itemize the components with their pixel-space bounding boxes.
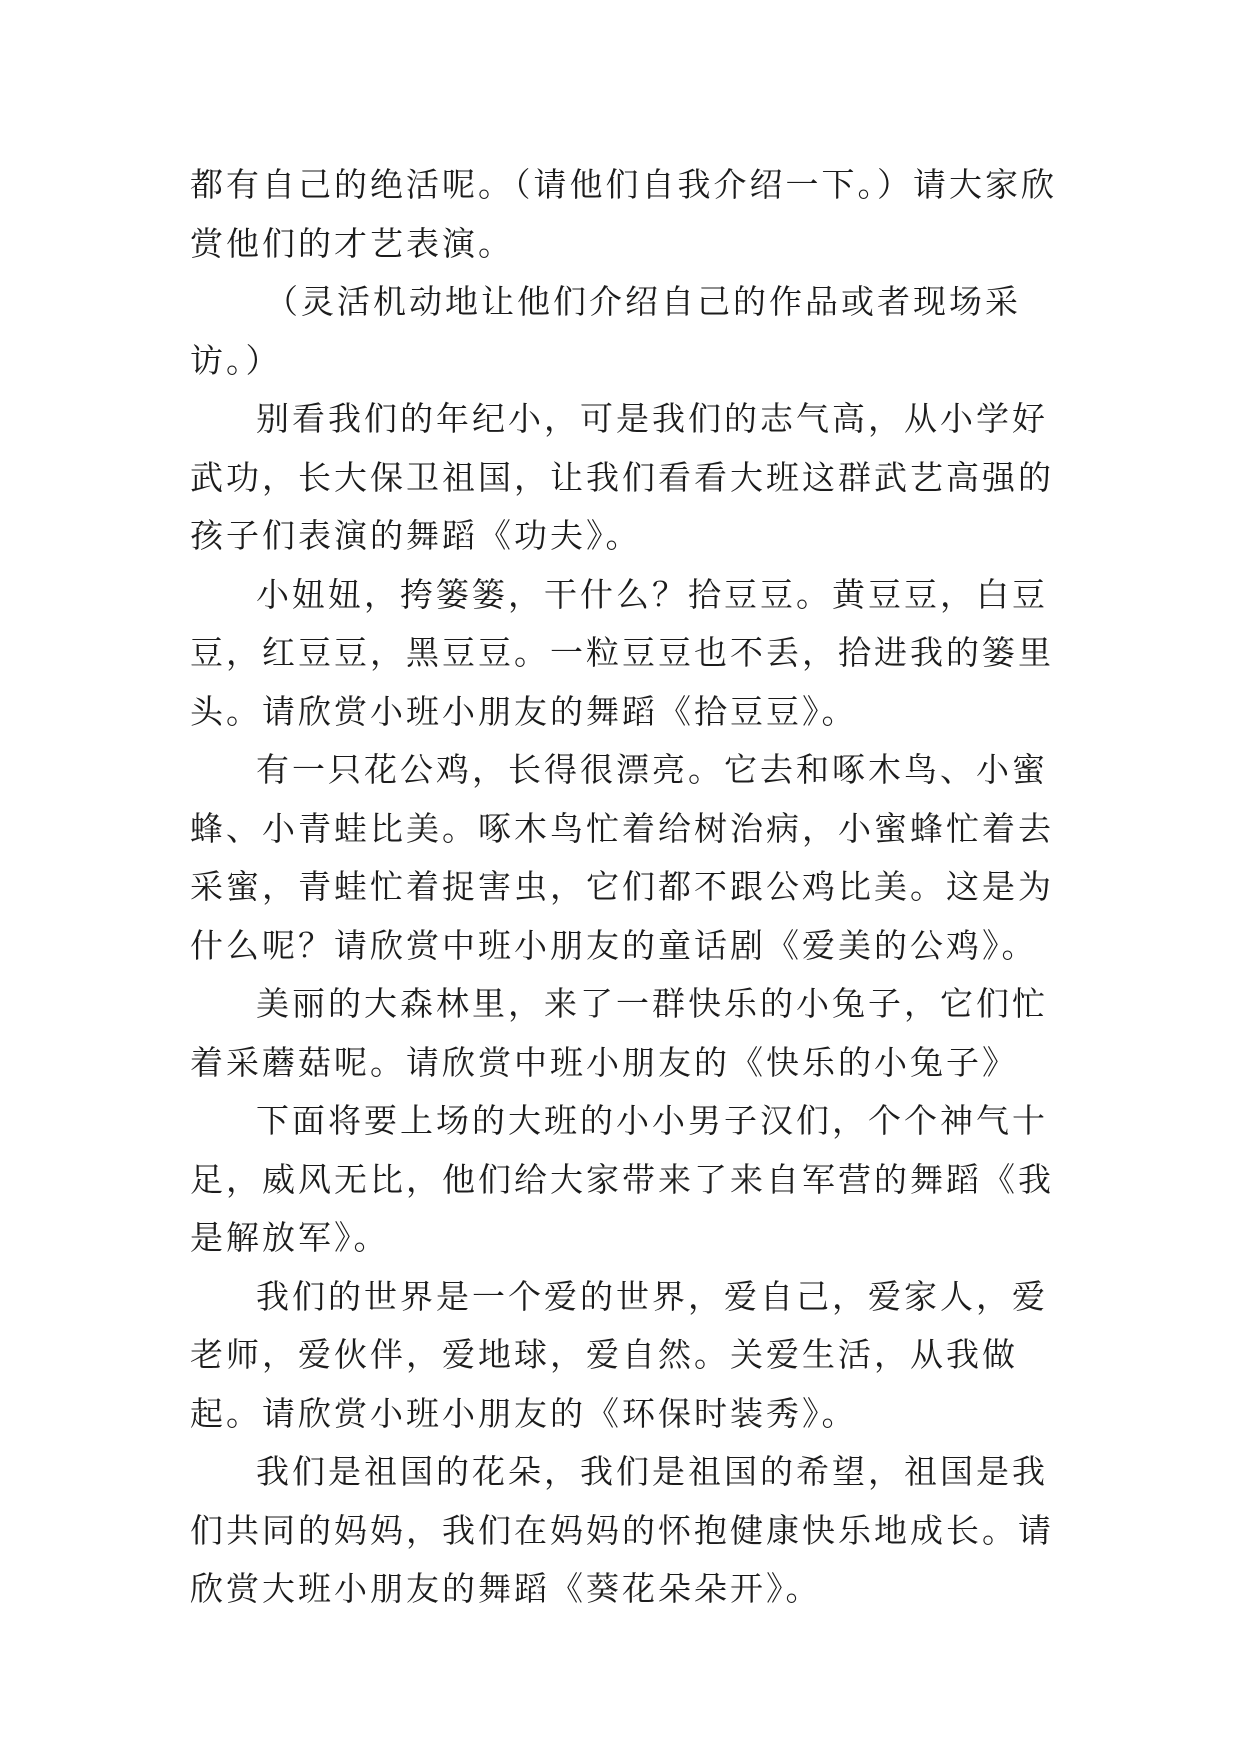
paragraph-6: 美丽的大森林里，来了一群快乐的小兔子，它们忙着采蘑菇呢。请欣赏中班小朋友的《快乐的小兔子》 bbox=[190, 984, 1048, 1082]
paragraph-5: 有一只花公鸡，长得很漂亮。它去和啄木鸟、小蜜蜂、小青蛙比美。啄木鸟忙着给树治病，小蜜蜂忙着去采蜜，青蛙忙着捉害虫，它们都不跟公鸡比美。这是为什么呢？请欣赏中班小朋友的童话剧《爱美的公鸡》。 bbox=[190, 750, 1054, 965]
paragraph-7: 下面将要上场的大班的小小男子汉们，个个神气十足，威风无比，他们给大家带来了来自军营的舞蹈《我是解放军》。 bbox=[190, 1101, 1054, 1257]
paragraph-3: 别看我们的年纪小，可是我们的志气高，从小学好武功，长大保卫祖国，让我们看看大班这群武艺高强的孩子们表演的舞蹈《功夫》。 bbox=[190, 399, 1054, 555]
paragraph-9: 我们是祖国的花朵，我们是祖国的希望，祖国是我们共同的妈妈，我们在妈妈的怀抱健康快乐地成长。请欣赏大班小朋友的舞蹈《葵花朵朵开》。 bbox=[190, 1452, 1054, 1608]
document-body bbox=[190, 156, 1080, 1619]
paragraph-4: 小妞妞，挎篓篓，干什么？拾豆豆。黄豆豆，白豆豆，红豆豆，黑豆豆。一粒豆豆也不丢，拾进我的篓里头。请欣赏小班小朋友的舞蹈《拾豆豆》。 bbox=[190, 574, 1054, 731]
paragraph-2: （灵活机动地让他们介绍自己的作品或者现场采访。） bbox=[190, 282, 1021, 380]
paragraph-1: 都有自己的绝活呢。（请他们自我介绍一下。）请大家欣赏他们的才艺表演。 bbox=[190, 165, 1057, 263]
paragraph-8: 我们的世界是一个爱的世界，爱自己，爱家人，爱老师，爱伙伴，爱地球，爱自然。关爱生活，从我做起。请欣赏小班小朋友的《环保时装秀》。 bbox=[190, 1276, 1048, 1433]
